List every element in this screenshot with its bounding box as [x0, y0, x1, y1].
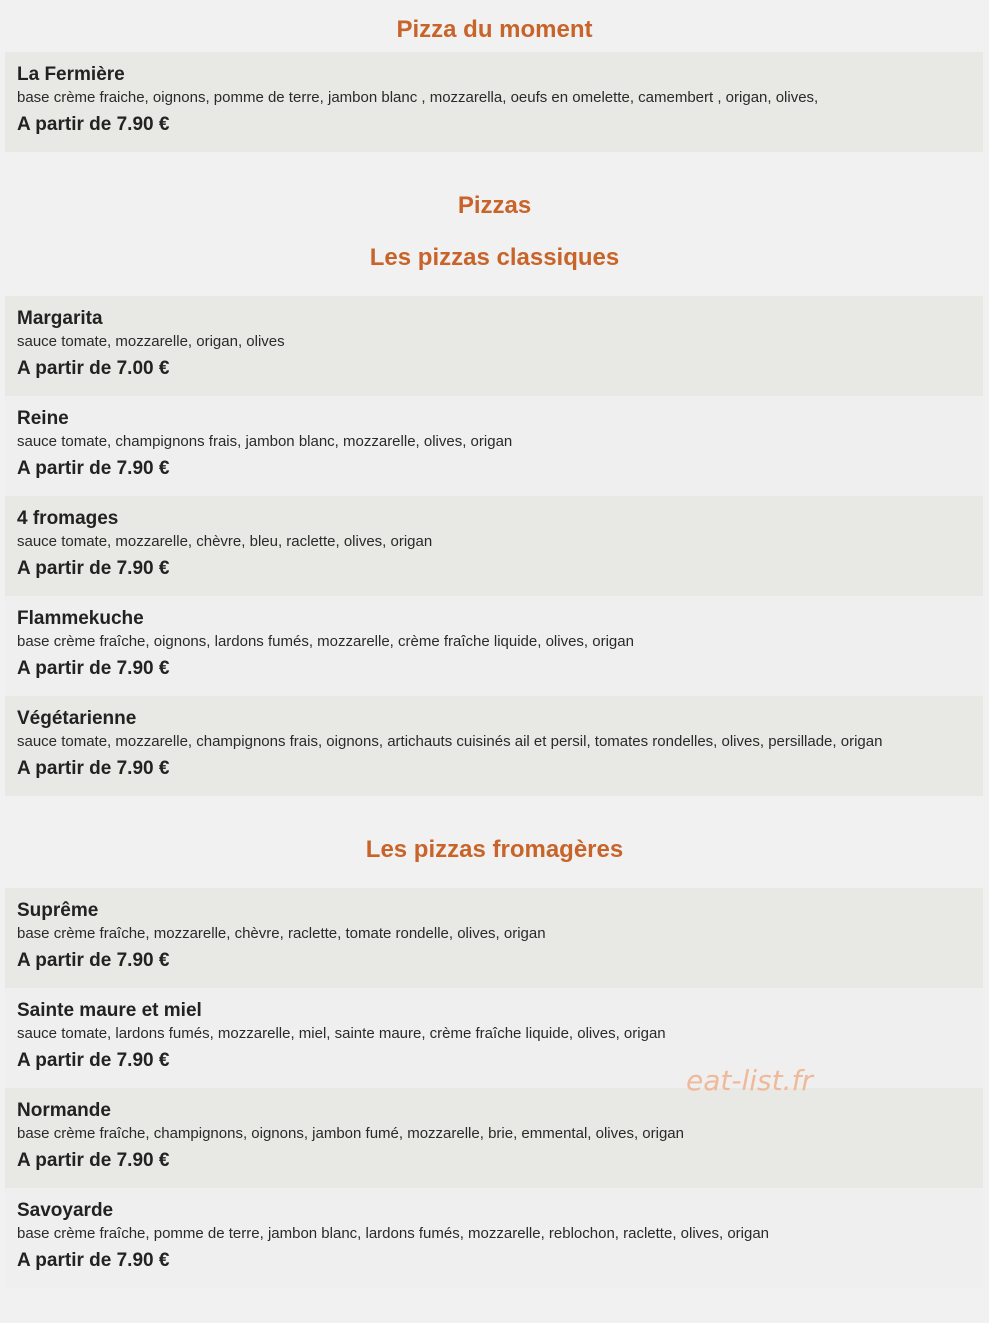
- menu-item[interactable]: [5, 1188, 983, 1288]
- item-price: A partir de 7.90 €: [17, 1250, 170, 1271]
- menu-item[interactable]: [5, 496, 983, 596]
- menu-list-classiques: [5, 296, 983, 796]
- item-price: A partir de 7.90 €: [17, 458, 170, 479]
- item-price: A partir de 7.90 €: [17, 114, 170, 135]
- item-description: sauce tomate, champignons frais, jambon blanc, mozzarelle, olives, origan: [17, 433, 513, 450]
- watermark-logo: eat-list.fr: [686, 1064, 813, 1097]
- item-price: A partir de 7.90 €: [17, 1150, 170, 1171]
- section-title-pizzas: Pizzas: [457, 192, 532, 219]
- item-description: base crème fraîche, mozzarelle, chèvre, raclette, tomate rondelle, olives, origan: [17, 925, 546, 942]
- item-description: sauce tomate, lardons fumés, mozzarelle, miel, sainte maure, crème fraîche liquide, olives, origan: [17, 1025, 666, 1042]
- item-description: base crème fraîche, oignons, lardons fumés, mozzarelle, crème fraîche liquide, olives, origan: [17, 633, 634, 650]
- section-title-fromageres: Les pizzas fromagères: [365, 836, 624, 863]
- item-price: A partir de 7.90 €: [17, 658, 170, 679]
- item-name: 4 fromages: [17, 508, 119, 529]
- menu-item[interactable]: [5, 52, 983, 152]
- menu-list-moment: [5, 52, 983, 152]
- item-price: A partir de 7.90 €: [17, 558, 170, 579]
- item-description: sauce tomate, mozzarelle, champignons frais, oignons, artichauts cuisinés ail et persil, tomates rondelles, olives, persillade, origan: [17, 733, 883, 750]
- section-title-classiques: Les pizzas classiques: [369, 244, 620, 271]
- menu-item[interactable]: [5, 596, 983, 696]
- menu-item[interactable]: [5, 988, 983, 1088]
- item-description: sauce tomate, mozzarelle, chèvre, bleu, raclette, olives, origan: [17, 533, 433, 550]
- item-name: Margarita: [17, 308, 103, 329]
- item-name: Sainte maure et miel: [17, 1000, 202, 1021]
- section-title-pizza-du-moment: Pizza du moment: [396, 16, 593, 43]
- item-description: sauce tomate, mozzarelle, origan, olives: [17, 333, 285, 350]
- menu-item[interactable]: [5, 296, 983, 396]
- item-price: A partir de 7.90 €: [17, 950, 170, 971]
- menu-item[interactable]: [5, 1088, 983, 1188]
- item-name: Normande: [17, 1100, 111, 1121]
- item-name: Reine: [17, 408, 69, 429]
- item-name: Végétarienne: [17, 708, 137, 729]
- item-price: A partir de 7.00 €: [17, 358, 170, 379]
- item-price: A partir de 7.90 €: [17, 758, 170, 779]
- item-name: Flammekuche: [17, 608, 144, 629]
- item-description: base crème fraîche, pomme de terre, jambon blanc, lardons fumés, mozzarelle, reblochon, raclette, olives, origan: [17, 1225, 770, 1242]
- item-name: Suprême: [17, 900, 99, 921]
- menu-item[interactable]: [5, 888, 983, 988]
- item-price: A partir de 7.90 €: [17, 1050, 170, 1071]
- menu-item[interactable]: [5, 696, 983, 796]
- item-description: base crème fraiche, oignons, pomme de terre, jambon blanc , mozzarella, oeufs en omelette, camembert , origan, olives,: [17, 89, 819, 106]
- item-description: base crème fraîche, champignons, oignons, jambon fumé, mozzarelle, brie, emmental, olives, origan: [17, 1125, 684, 1142]
- item-name: La Fermière: [17, 64, 125, 85]
- item-name: Savoyarde: [17, 1200, 114, 1221]
- menu-item[interactable]: [5, 396, 983, 496]
- menu-list-fromageres: [5, 888, 983, 1288]
